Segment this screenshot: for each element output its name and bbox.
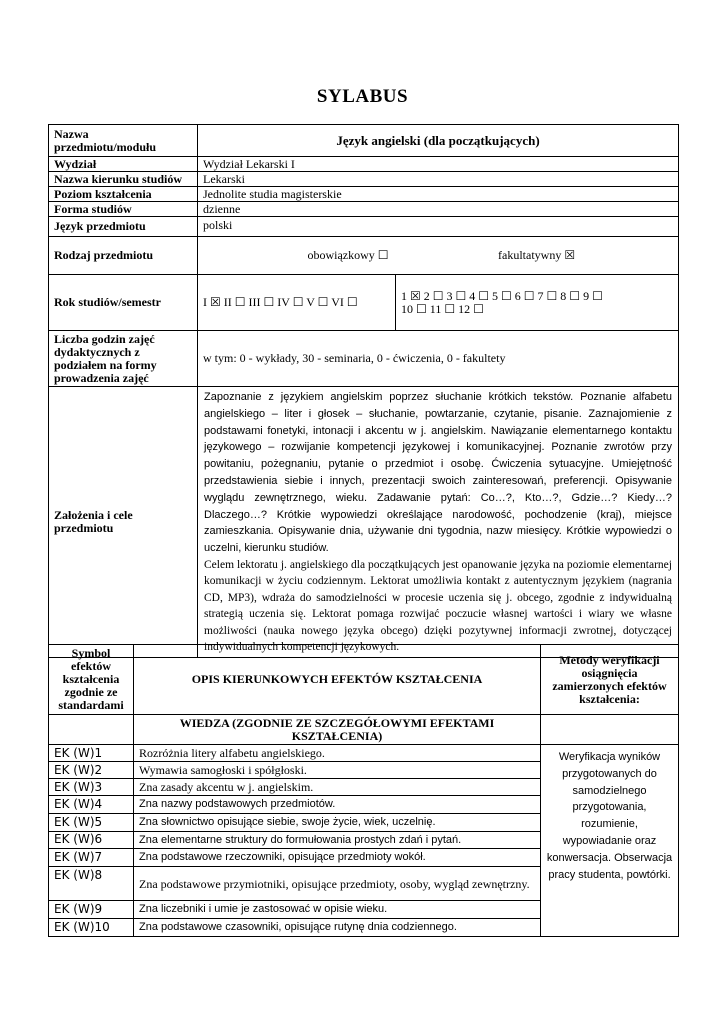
page-title: SYLABUS (316, 86, 409, 107)
outcome-description: Zna podstawowe rzeczowniki, opisujące przedmioty wokół. (134, 849, 541, 867)
methods-column-header: Metody weryfikacji osiągnięcia zamierzonych efektów kształcenia: (541, 645, 679, 715)
study-form-label: Forma studiów (49, 202, 198, 217)
course-type-label: Rodzaj przedmiotu (49, 237, 198, 275)
knowledge-section-header: WIEDZA (ZGODNIE ZE SZCZEGÓŁOWYMI EFEKTAMI KSZTAŁCENIA) (134, 715, 541, 745)
outcome-code: EK (W)2 (49, 762, 134, 779)
outcome-description: Wymawia samogłoski i spółgłoski. (134, 762, 541, 779)
outcome-code: EK (W)6 (49, 831, 134, 849)
goals-cell (198, 387, 679, 658)
semester-options-line2: 10 ☐ 11 ☐ 12 ☐ (401, 301, 484, 316)
table-row (49, 745, 679, 762)
description-column-header: OPIS KIERUNKOWYCH EFEKTÓW KSZTAŁCENIA (134, 645, 541, 715)
faculty-value: Wydział Lekarski I (198, 157, 679, 172)
outcome-description: Zna elementarne struktury do formułowania prostych zdań i pytań. (134, 831, 541, 849)
goals-text-part1: Zapoznanie z językiem angielskim poprzez słuchanie krótkich tekstów. Poznanie alfabetu angielskiego – liter i głosek – słuchanie, powtarzanie, czytanie, pisanie. Zaznajomienie z podstawami fonetyki, intonacji i akcentu w j. angielskim. Nawiązanie elementarnego kontaktu językowego – rozwijanie kompetencji językowej i komunikacyjnej. Poznanie zwrotów przy powitaniu, pożegnaniu, pytanie o przedmiot i osobę. Ćwiczenia sytuacyjne. Umiejętność przedstawienia siebie i innych, prezentacji swoich zainteresowań, preferencji. Opisywanie wyglądu zewnętrznego, wieku. Zadawanie pytań: Co…?, Kto…?, Gdzie…? Kiedy…? Dlaczego…? Krótkie wypowiedzi określające narodowość, pochodzenie (kraj), miejsce zamieszkania. Opisywanie dnia, używanie dni tygodnia, nazw miesięcy. Krótkie wypowiedzi o uczelni, kierunku studiów. (204, 391, 672, 555)
hours-value: w tym: 0 - wykłady, 30 - seminaria, 0 - ćwiczenia, 0 - fakultety (198, 331, 679, 387)
language-value: polski (198, 217, 679, 237)
learning-outcomes-table (48, 644, 679, 937)
semester-options-line1: 1 ☒ 2 ☐ 3 ☐ 4 ☐ 5 ☐ 6 ☐ 7 ☐ 8 ☐ 9 ☐ (401, 288, 603, 303)
outcome-description: Zna zasady akcentu w j. angielskim. (134, 779, 541, 796)
course-name-label: Nazwa przedmiotu/modułu (49, 125, 198, 157)
level-label: Poziom kształcenia (49, 187, 198, 202)
outcome-code: EK (W)4 (49, 796, 134, 814)
outcome-code: EK (W)3 (49, 779, 134, 796)
course-name-row (49, 125, 679, 157)
outcome-code: EK (W)10 (49, 918, 134, 936)
outcome-code: EK (W)8 (49, 867, 134, 901)
outcome-code: EK (W)7 (49, 849, 134, 867)
symbol-column-header: Symbol efektów kształcenia zgodnie ze standardami (49, 645, 134, 715)
level-value: Jednolite studia magisterskie (198, 187, 679, 202)
outcome-code: EK (W)1 (49, 745, 134, 762)
field-value: Lekarski (198, 172, 679, 187)
verification-methods: Weryfikacja wyników przygotowanych do samodzielnego przygotowania, rozumienie, wypowiadanie oraz konwersacja. Obserwacja pracy studenta, powtórki. (541, 745, 679, 937)
year-options: I ☒ II ☐ III ☐ IV ☐ V ☐ VI ☐ (198, 275, 396, 331)
language-label: Język przedmiotu (49, 217, 198, 237)
field-label: Nazwa kierunku studiów (49, 172, 198, 187)
study-form-value: dzienne (198, 202, 679, 217)
outcome-code: EK (W)9 (49, 901, 134, 919)
type-optional-option: fakultatywny ☒ (498, 248, 576, 262)
outcome-description: Zna podstawowe przymiotniki, opisujące przedmioty, osoby, wygląd zewnętrzny. (134, 867, 541, 901)
course-name-value: Język angielski (dla początkujących) (198, 125, 679, 157)
outcome-code: EK (W)5 (49, 813, 134, 831)
hours-label: Liczba godzin zajęć dydaktycznych z podziałem na formy prowadzenia zajęć (49, 331, 198, 387)
outcome-description: Zna podstawowe czasowniki, opisujące rutynę dnia codziennego. (134, 918, 541, 936)
outcome-description: Zna nazwy podstawowych przedmiotów. (134, 796, 541, 814)
type-mandatory-option: obowiązkowy ☐ (307, 248, 389, 262)
year-semester-label: Rok studiów/semestr (49, 275, 198, 331)
outcome-description: Zna słownictwo opisujące siebie, swoje życie, wiek, uczelnię. (134, 813, 541, 831)
goals-text-part2: Celem lektoratu j. angielskiego dla początkujących jest opanowanie języka na poziomie elementarnej komunikacji w życiu codziennym. Lektorat umożliwia kontakt z autentycznym językiem (nagrania CD, MP3), wdraża do samodzielności w procesie uczenia się j. obcego, zgodnie z indywidualną strategią uczenia się. Lektorat pomaga rozwijać poczucie własnej wartości i wiary we własne możliwości (nauka nowego języka obcego) dzięki pozytywnej informacji zwrotnej, dotyczącej indywidualnych kompetencji językowych. (204, 558, 672, 653)
goals-label: Założenia i cele przedmiotu (49, 387, 198, 658)
outcome-description: Rozróżnia litery alfabetu angielskiego. (134, 745, 541, 762)
course-info-table (48, 124, 679, 658)
outcome-description: Zna liczebniki i umie je zastosować w opisie wieku. (134, 901, 541, 919)
faculty-label: Wydział (49, 157, 198, 172)
